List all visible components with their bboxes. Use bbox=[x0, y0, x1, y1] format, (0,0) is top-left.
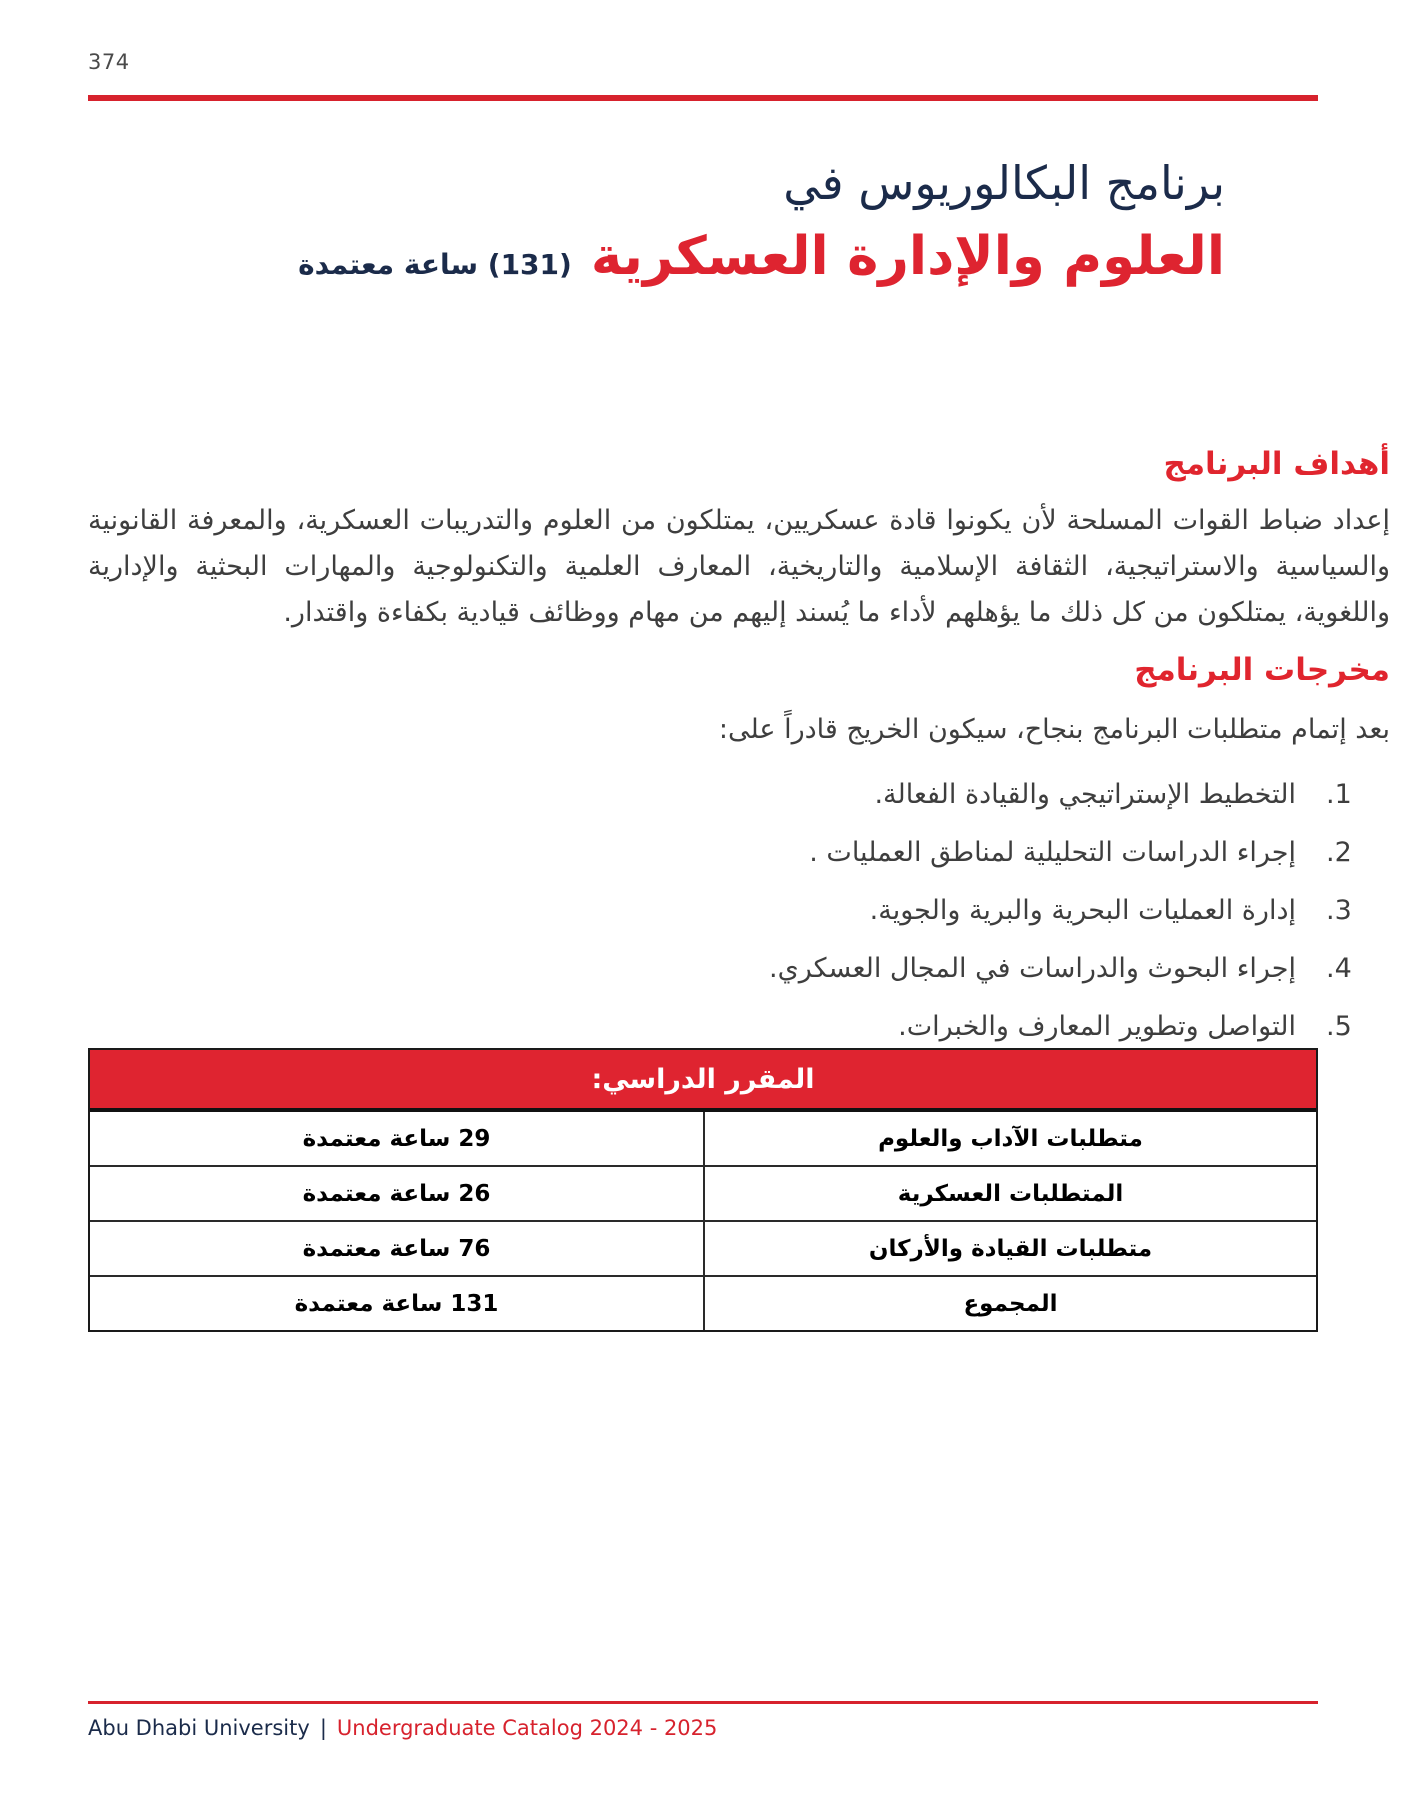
outcome-text: إدارة العمليات البحرية والبرية والجوية. bbox=[869, 895, 1296, 926]
requirement-label-cell: متطلبات القيادة والأركان bbox=[703, 1222, 1316, 1275]
outcome-number: 3. bbox=[1326, 895, 1352, 926]
outcomes-intro: بعد إتمام متطلبات البرنامج بنجاح، سيكون الخريج قادراً على: bbox=[718, 714, 1390, 745]
page-number: 374 bbox=[88, 50, 130, 74]
program-credit-hours: (131) ساعة معتمدة bbox=[298, 248, 572, 281]
outcome-text: إجراء البحوث والدراسات في المجال العسكري. bbox=[768, 953, 1296, 984]
footer-university: Abu Dhabi University bbox=[88, 1716, 310, 1740]
outcome-number: 4. bbox=[1326, 953, 1352, 984]
credit-hours-cell: 26 ساعة معتمدة bbox=[302, 1180, 491, 1207]
table-row bbox=[90, 1275, 1316, 1330]
outcome-item bbox=[88, 1008, 1370, 1045]
credit-hours-cell: 29 ساعة معتمدة bbox=[302, 1125, 491, 1152]
footer-separator: | bbox=[319, 1716, 327, 1740]
table-row bbox=[90, 1220, 1316, 1275]
program-title-block bbox=[298, 152, 1225, 302]
credit-hours-cell: 131 ساعة معتمدة bbox=[294, 1290, 499, 1317]
program-title-line bbox=[298, 224, 1225, 302]
page-footer bbox=[88, 1716, 717, 1740]
top-red-rule bbox=[88, 95, 1318, 101]
outcome-item bbox=[88, 892, 1370, 929]
outcome-item bbox=[88, 776, 1370, 813]
outcome-text: التخطيط الإستراتيجي والقيادة الفعالة. bbox=[874, 779, 1296, 810]
requirement-label-cell: المجموع bbox=[703, 1277, 1316, 1330]
outcome-text: إجراء الدراسات التحليلية لمناطق العمليات . bbox=[809, 837, 1296, 868]
outcome-number: 2. bbox=[1326, 837, 1352, 868]
objectives-paragraph: إعداد ضباط القوات المسلحة لأن يكونوا قادة عسكريين، يمتلكون من العلوم والتدريبات العسكرية، والمعرفة القانونية والسياسية والاستراتيجية، الثقافة الإسلامية والتاريخية، المعارف العلمية والتكنولوجية والمهارات البحثية والإدارية واللغوية، يمتلكون من كل ذلك ما يؤهلهم لأداء ما يُسند إليهم من مهام ووظائف قيادية بكفاءة واقتدار. bbox=[88, 505, 1390, 628]
outcomes-list bbox=[88, 776, 1370, 1066]
outcome-text: التواصل وتطوير المعارف والخبرات. bbox=[898, 1011, 1296, 1042]
footer-catalog: Undergraduate Catalog 2024 - 2025 bbox=[336, 1716, 718, 1740]
outcome-number: 1. bbox=[1326, 779, 1352, 810]
course-table-body bbox=[90, 1112, 1316, 1330]
outcome-number: 5. bbox=[1326, 1011, 1352, 1042]
program-title-prefix: برنامج البكالوريوس في bbox=[783, 156, 1225, 210]
course-table-header: المقرر الدراسي: bbox=[90, 1050, 1316, 1112]
outcome-item bbox=[88, 834, 1370, 871]
table-row bbox=[90, 1165, 1316, 1220]
outcome-item bbox=[88, 950, 1370, 987]
credit-hours-cell: 76 ساعة معتمدة bbox=[302, 1235, 491, 1262]
objectives-heading: أهداف البرنامج bbox=[1163, 446, 1390, 482]
table-row bbox=[90, 1112, 1316, 1165]
program-name: العلوم والإدارة العسكرية bbox=[590, 226, 1225, 287]
requirement-label-cell: متطلبات الآداب والعلوم bbox=[703, 1112, 1316, 1165]
footer-red-rule bbox=[88, 1701, 1318, 1704]
course-requirements-table bbox=[88, 1048, 1318, 1332]
outcomes-heading: مخرجات البرنامج bbox=[1134, 652, 1390, 688]
requirement-label-cell: المتطلبات العسكرية bbox=[703, 1167, 1316, 1220]
